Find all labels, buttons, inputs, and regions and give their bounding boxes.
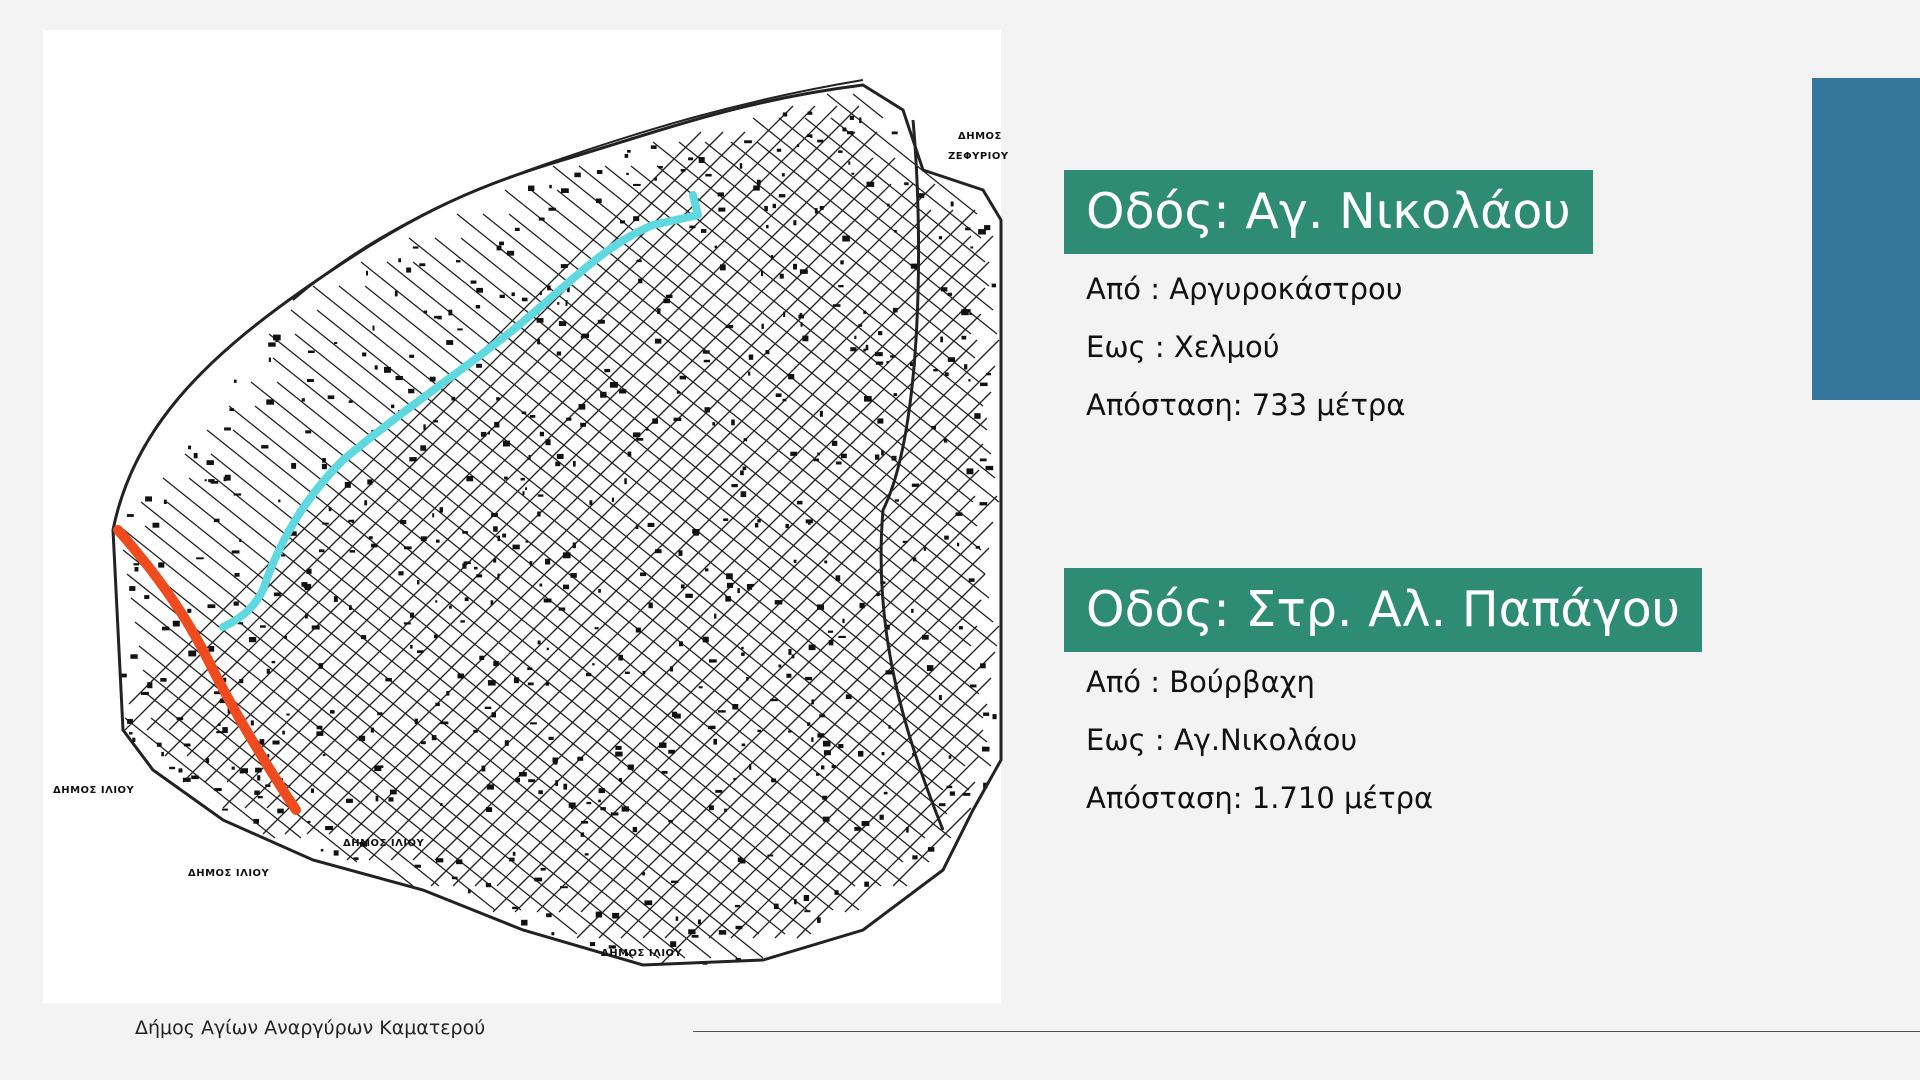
street2-title: Οδός: Στρ. Αλ. Παπάγου xyxy=(1064,568,1702,652)
map-label-ilion-west: ΔΗΜΟΣ ΙΛΙΟΥ xyxy=(53,785,135,796)
map-label-zefyri-1: ΔΗΜΟΣ xyxy=(958,131,1002,142)
map-label-ilion-southwest: ΔΗΜΟΣ ΙΛΙΟΥ xyxy=(188,868,270,879)
street1-to: Εως : Χελμού xyxy=(1086,330,1280,364)
boundary-outer xyxy=(293,80,863,300)
map-image xyxy=(43,30,1009,1003)
street1-distance: Απόσταση: 733 μέτρα xyxy=(1086,388,1406,422)
map-label-ilion-bottom: ΔΗΜΟΣ ΙΛΙΟΥ xyxy=(601,948,683,959)
street2-from: Από : Βούρβαχη xyxy=(1086,665,1315,699)
municipal-boundary xyxy=(113,85,1001,965)
map-drawing xyxy=(43,30,1001,1003)
map-label-zefyri-2: ΖΕΦΥΡΙΟΥ xyxy=(948,151,1009,162)
street1-from: Από : Αργυροκάστρου xyxy=(1086,272,1403,306)
street2-distance: Απόσταση: 1.710 μέτρα xyxy=(1086,781,1434,815)
footer-municipality: Δήμος Αγίων Αναργύρων Καματερού xyxy=(135,1017,486,1039)
street2-to: Εως : Αγ.Νικολάου xyxy=(1086,723,1358,757)
street1-title: Οδός: Αγ. Νικολάου xyxy=(1064,170,1593,254)
accent-bar xyxy=(1812,78,1920,400)
map-label-ilion-south: ΔΗΜΟΣ ΙΛΙΟΥ xyxy=(343,838,425,849)
footer-divider xyxy=(693,1031,1920,1032)
